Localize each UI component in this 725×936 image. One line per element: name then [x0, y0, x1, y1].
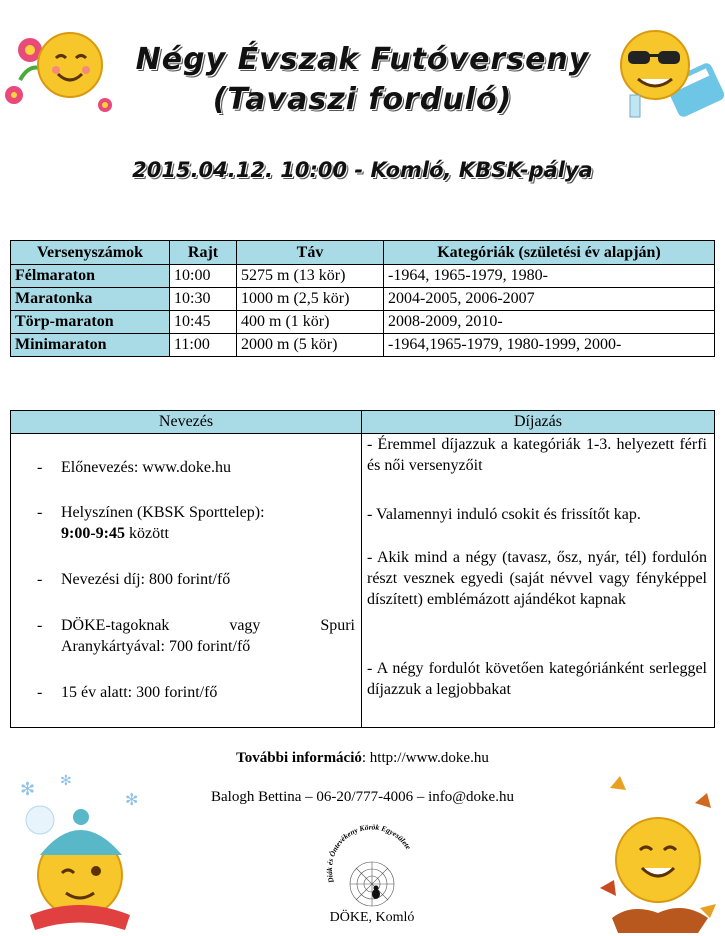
bullet-dash: -: [37, 504, 43, 521]
race-categories: 2008-2009, 2010-: [384, 311, 715, 334]
entry-onsite: Helyszínen (KBSK Sporttelep):: [61, 504, 265, 521]
list-item: [37, 457, 355, 478]
race-name: Félmaraton: [11, 265, 170, 288]
entry-member-fee-cont: Aranykártyával: 700 forint/fő: [61, 638, 251, 655]
entry-member-fee: DÖKE-tagoknak vagy Spuri: [61, 617, 355, 634]
table-row: [11, 288, 715, 311]
entry-fee: Nevezési díj: 800 forint/fő: [61, 571, 231, 588]
more-info-link[interactable]: : http://www.doke.hu: [361, 750, 489, 766]
column-header: Kategóriák (születési év alapján): [384, 241, 715, 265]
bullet-dash: -: [37, 684, 43, 701]
table-row: [11, 334, 715, 357]
contact-line: Balogh Bettina – 06-20/777-4006 – info@doke.hu: [211, 789, 514, 805]
svg-text:Diák és Öntevékeny Körök Egyes: [325, 822, 413, 884]
race-categories: -1964,1965-1979, 1980-1999, 2000-: [384, 334, 715, 357]
prizes-header: Díjazás: [362, 411, 714, 434]
more-info-label: További információ: [236, 750, 362, 766]
list-item: [37, 615, 355, 657]
page-title: Négy Évszak Futóverseny: [135, 42, 590, 77]
race-name: Maratonka: [11, 288, 170, 311]
entry-onsite-time: 9:00-9:45: [61, 525, 125, 542]
race-start: 11:00: [170, 334, 237, 357]
logo-arc-text: Diák és Öntevékeny Körök Egyesülete: [324, 822, 413, 884]
race-categories: 2004-2005, 2006-2007: [384, 288, 715, 311]
column-header: Rajt: [170, 241, 237, 265]
more-info-line: [0, 750, 725, 767]
race-distance: 5275 m (13 kör): [237, 265, 384, 288]
race-distance: 1000 m (2,5 kör): [237, 288, 384, 311]
svg-text:✻: ✻: [60, 774, 72, 789]
race-start: 10:00: [170, 265, 237, 288]
prize-four-rounds: - Akik mind a négy (tavasz, ősz, nyár, tél) fordulón részt vesznek egyedi (saját névvel vagy fényképpel díszített) emblémázott ajándékot kapnak: [367, 549, 707, 608]
race-categories: -1964, 1965-1979, 1980-: [384, 265, 715, 288]
column-header: Táv: [237, 241, 384, 265]
table-row: [11, 265, 715, 288]
bullet-dash: -: [37, 459, 43, 476]
races-table: [10, 240, 715, 357]
page-subtitle: (Tavaszi forduló): [212, 82, 513, 117]
list-item: [37, 502, 355, 544]
prize-medals: - Éremmel díjazzuk a kategóriák 1-3. helyezett férfi és női versenyzőit: [367, 436, 707, 474]
race-distance: 2000 m (5 kör): [237, 334, 384, 357]
entry-online: Előnevezés: www.doke.hu: [61, 459, 232, 476]
entry-header: Nevezés: [11, 411, 362, 434]
column-header: Versenyszámok: [11, 241, 170, 265]
race-name: Minimaraton: [11, 334, 170, 357]
bullet-dash: -: [37, 617, 43, 634]
bullet-dash: -: [37, 571, 43, 588]
svg-text:✻: ✻: [125, 792, 139, 809]
entry-onsite-suffix: között: [124, 525, 169, 542]
race-start: 10:30: [170, 288, 237, 311]
table-header-row: [11, 241, 715, 265]
race-name: Törp-maraton: [11, 311, 170, 334]
entry-youth-fee: 15 év alatt: 300 forint/fő: [61, 684, 218, 701]
info-box: [10, 410, 715, 728]
list-item: [37, 569, 355, 590]
list-item: [37, 682, 355, 703]
column-divider: [361, 411, 362, 727]
table-row: [11, 311, 715, 334]
prize-chocolate: - Valamennyi induló csokit és frissítőt kap.: [367, 506, 641, 523]
race-start: 10:45: [170, 311, 237, 334]
race-distance: 400 m (1 kör): [237, 311, 384, 334]
logo-caption: DÖKE, Komló: [329, 910, 415, 925]
svg-text:✻: ✻: [20, 779, 36, 799]
prize-trophies: - A négy fordulót követően kategóriánként serleggel díjazzuk a legjobbakat: [367, 660, 707, 698]
event-date-location: 2015.04.12. 10:00 - Komló, KBSK-pálya: [132, 158, 593, 182]
